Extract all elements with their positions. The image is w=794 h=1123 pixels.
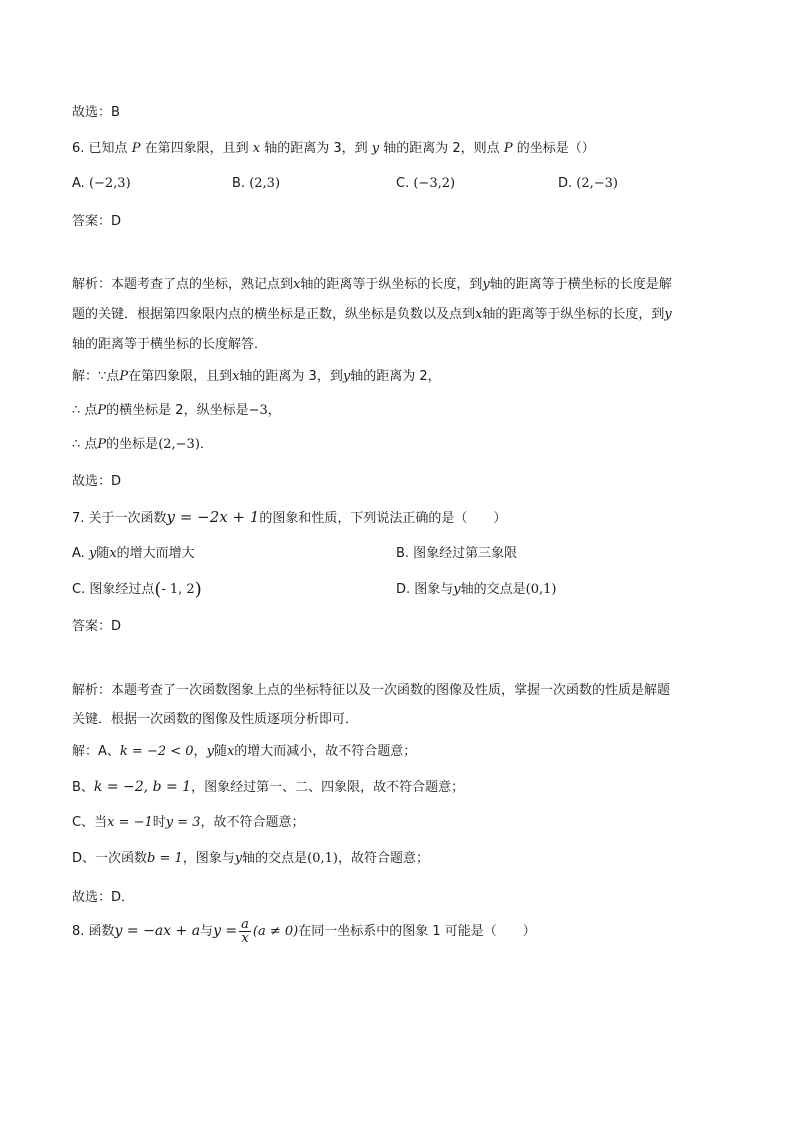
q6-option-b: B. (2,3) xyxy=(232,176,281,191)
q7-final: 故选：D． xyxy=(72,890,135,905)
q7-solution-b: B、k = −2, b = 1，图象经过第一、二、四象限，故不符合题意； xyxy=(72,779,465,795)
q6-analysis-line2: 题的关键．根据第四象限内点的横坐标是正数，纵坐标是负数以及点到x轴的距离等于纵坐标的长度，到y xyxy=(72,307,672,322)
q6-stem: 6. 已知点 P 在第四象限，且到 x 轴的距离为 3，到 y 轴的距离为 2，则点 P 的坐标是（） xyxy=(72,141,595,156)
q6-analysis-line3: 轴的距离等于横坐标的长度解答． xyxy=(72,337,268,352)
q6-answer: 答案：D xyxy=(72,214,122,229)
q7-analysis-line1: 解析：本题考查了一次函数图象上点的坐标特征以及一次函数的图像及性质，掌握一次函数的性质是解题 xyxy=(72,683,671,698)
prev-answer-line: 故选：B xyxy=(72,105,120,120)
q7-option-a: A. y随x的增大而增大 xyxy=(72,546,195,561)
q6-option-d: D. (2,−3) xyxy=(558,176,619,191)
q7-option-b: B. 图象经过第三象限 xyxy=(396,546,518,561)
q7-option-d: D. 图象与y轴的交点是(0,1) xyxy=(396,582,557,597)
q6-analysis-line1: 解析：本题考查了点的坐标，熟记点到x轴的距离等于纵坐标的长度，到y轴的距离等于横坐标的长度是解 xyxy=(72,277,672,292)
q6-solution-line3: ∴ 点P的坐标是(2,−3)． xyxy=(72,437,213,452)
q7-answer: 答案：D xyxy=(72,619,122,634)
fraction-a-over-x: $\frac{a}{x}$ xyxy=(241,917,249,946)
therefore-symbol: ∴ xyxy=(72,437,81,452)
q7-solution-a: 解：A、k = −2 < 0，y随x的增大而减小，故不符合题意； xyxy=(72,744,417,759)
because-symbol: ∵ xyxy=(98,369,107,384)
q7-solution-c: C、当x = −1时y = 3，故不符合题意； xyxy=(72,815,305,830)
q7-analysis-line2: 关键．根据一次函数的图像及性质逐项分析即可． xyxy=(72,712,359,727)
q7-stem: 7. 关于一次函数y = −2x + 1的图象和性质，下列说法正确的是（ ） xyxy=(72,508,507,526)
q6-option-a: A. (−2,3) xyxy=(72,176,131,191)
q7-solution-d: D、一次函数b = 1，图象与y轴的交点是(0,1)，故符合题意； xyxy=(72,851,429,866)
q6-option-c: C. (−3,2) xyxy=(396,176,456,191)
q8-stem: 8. 函数y = −ax + a与y = $\frac{a}{x}$ (a ≠ 0)在同一坐标系中的图象 1 可能是（ ） xyxy=(72,917,536,946)
therefore-symbol: ∴ xyxy=(72,403,81,418)
q7-option-c: C. 图象经过点(- 1, 2) xyxy=(72,579,202,600)
q6-solution-line1: 解：∵点P在第四象限，且到x轴的距离为 3，到y轴的距离为 2， xyxy=(72,369,441,384)
q6-solution-line2: ∴ 点P的横坐标是 2，纵坐标是−3， xyxy=(72,403,281,418)
q6-final: 故选：D xyxy=(72,474,122,489)
